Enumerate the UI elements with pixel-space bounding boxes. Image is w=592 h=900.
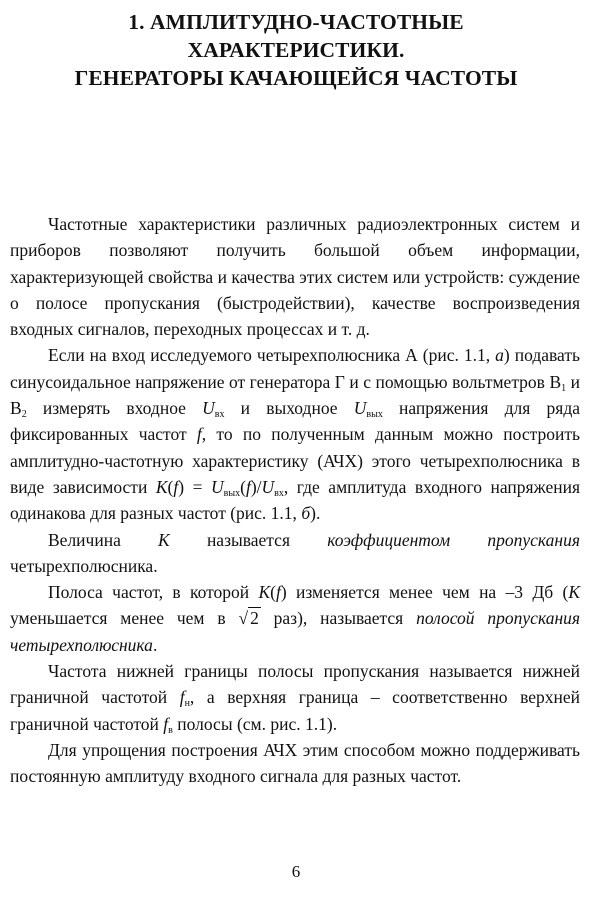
italic-text: б [301, 503, 311, 524]
body-text [10, 211, 580, 790]
variable: U [211, 476, 224, 497]
text: . [152, 634, 158, 655]
text: Полоса частот, в которой [48, 582, 259, 603]
term-emphasis: коэффициентом пропускания [327, 529, 580, 550]
variable: f [245, 476, 251, 497]
subscript: вых [366, 409, 383, 421]
text: , то по полученным данным можно построить амплитудно-частотную характеристику (АЧХ) этого четырехполюсника в виде зависимости [10, 424, 580, 497]
text: полосы (см. рис. 1.1). [172, 713, 338, 734]
text: Частота нижней границы полосы пропускания называется нижней граничной частотой [10, 661, 580, 708]
subscript: вх [214, 409, 225, 421]
variable: U [202, 398, 215, 419]
text: четырехполюсника. [10, 555, 158, 576]
text: измерять входное [26, 398, 203, 419]
text: , где амплитуда входного напряжения одинакова для разных частот (рис. 1.1, [10, 476, 580, 524]
variable: U [261, 476, 275, 497]
heading-line-3: ГЕНЕРАТОРЫ КАЧАЮЩЕЙСЯ ЧАСТОТЫ [74, 66, 518, 90]
variable: f [276, 582, 281, 603]
text: и выходное [224, 398, 354, 419]
text: ( [270, 582, 276, 603]
heading-line-2: ХАРАКТЕРИСТИКИ. [187, 38, 405, 62]
text: ). [310, 503, 321, 524]
text: раз), называется [260, 608, 417, 629]
paragraph-6: Для упрощения построения АЧХ этим способом можно поддерживать постоянную амплитуду входного сигнала для разных частот. [10, 739, 580, 787]
italic-text: а [495, 345, 504, 366]
text: , а верхняя граница – соответственно верхней граничной частотой [10, 687, 580, 734]
paragraph-4 [10, 579, 580, 658]
text: ( [167, 476, 174, 497]
variable: K [155, 476, 168, 497]
text: ) = [178, 476, 212, 497]
text: ( [240, 476, 246, 497]
text: Величина [48, 529, 159, 550]
variable: f [179, 687, 185, 708]
subscript: 2 [21, 409, 27, 421]
variable: f [196, 424, 202, 445]
heading-line-1: 1. АМПЛИТУДНО-ЧАСТОТНЫЕ [128, 10, 464, 34]
chapter-heading [0, 8, 592, 92]
variable: U [353, 398, 367, 419]
subscript: в [168, 724, 173, 736]
text: и В [10, 371, 580, 419]
subscript: вых [223, 487, 241, 499]
square-root [238, 607, 260, 628]
page-number: 6 [291, 862, 301, 881]
subscript: 1 [561, 382, 567, 394]
text: Если на вход исследуемого четырехполюсника А (рис. 1.1, [48, 345, 496, 366]
variable: f [163, 713, 169, 734]
paragraph-1: Частотные характеристики различных радиоэлектронных систем и приборов позволяют получить большой объем информации, характеризующей свойства и качества этих систем или устройств: суждение о полосе пропускания (быстродействии), качестве воспроизведения входных сигналов, переходных процессах и т. д. [10, 214, 580, 340]
subscript: н [184, 698, 190, 710]
paragraph-3 [10, 527, 580, 580]
paragraph-2 [10, 342, 580, 526]
subscript: вх [274, 487, 284, 499]
variable: K [568, 582, 580, 603]
variable: f [173, 476, 179, 497]
paragraph-5 [10, 658, 580, 737]
sqrt-value: 2 [250, 608, 259, 629]
term-emphasis: полосой пропускания четырехполюсника [10, 608, 581, 655]
sqrt-sign: √ [238, 608, 249, 629]
variable: K [158, 529, 170, 550]
text: ) подавать синусоидальное напряжение от генератора Г и с помощью вольтметров В [10, 345, 580, 392]
text: ) изменяется менее чем на –3 Дб ( [280, 582, 569, 603]
text: напряжения для ряда фиксированных частот [10, 398, 580, 445]
text: )/ [250, 476, 262, 497]
text: уменьшается менее чем в [10, 608, 239, 629]
text: называется [169, 529, 328, 550]
variable: K [258, 582, 271, 603]
